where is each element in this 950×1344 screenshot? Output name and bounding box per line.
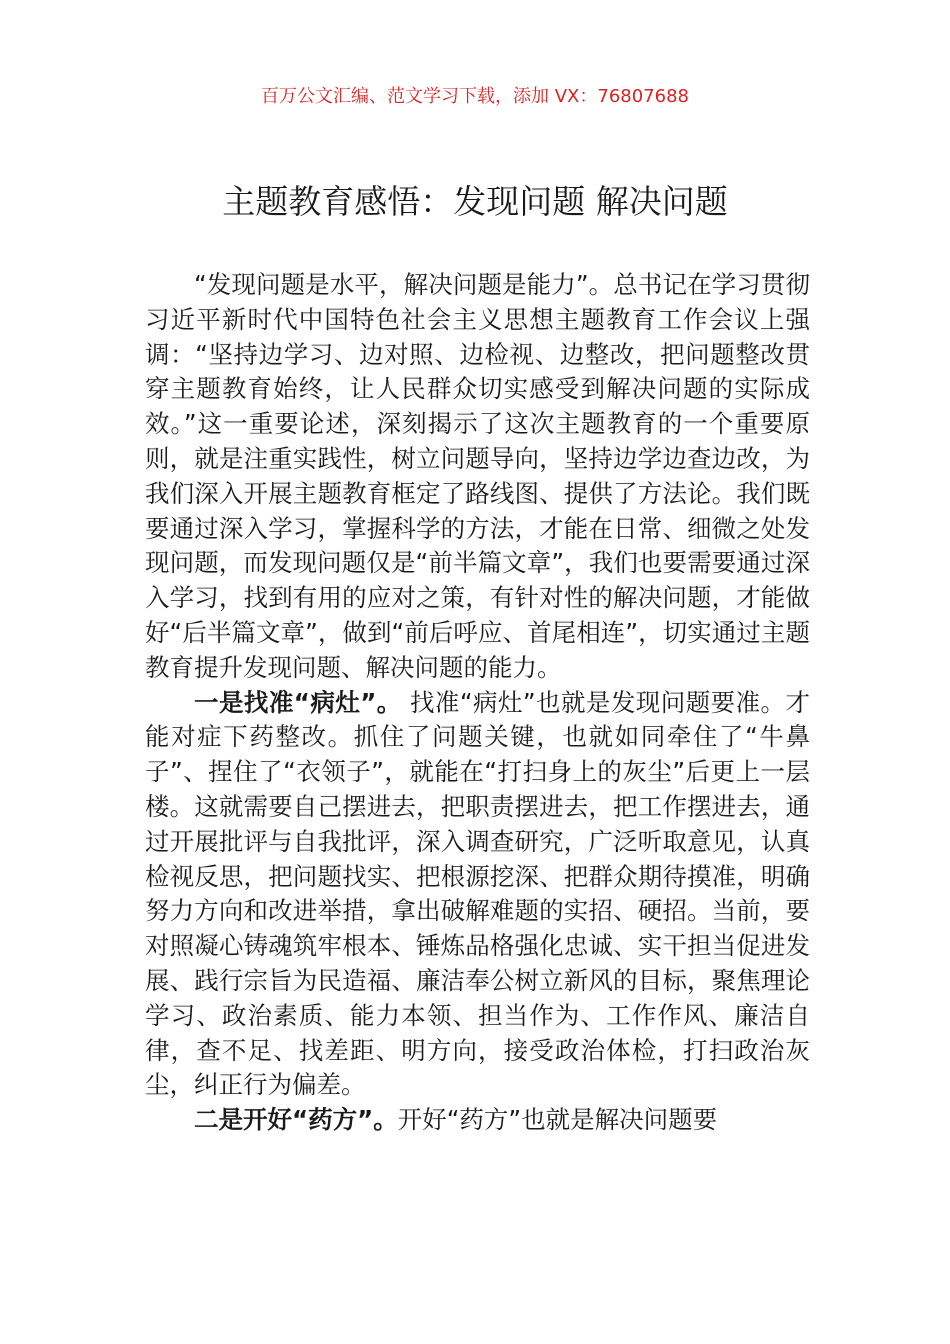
paragraph-lead: 一是找准“病灶”。 [194,687,402,717]
paragraph-text: 找准“病灶”也就是发现问题要准。才能对症下药整改。抓住了问题关键，也就如同牵住了“牛鼻子”、捏住了“衣领子”，就能在“打扫身上的灰尘”后更上一层楼。这就需要自己摆进去，把职责摆进去，把工作摆进去，通过开展批评与自我批评，深入调查研究，广泛听取意见，认真检视反思，把问题找实、把根源挖深、把群众期待摸准，明确努力方向和改进举措，拿出破解难题的实招、硬招。当前，要对照凝心铸魂筑牢根本、锤炼品格强化忠诚、实干担当促进发展、践行宗旨为民造福、廉洁奉公树立新风的目标，聚焦理论学习、政治素质、能力本领、担当作为、工作作风、廉洁自律，查不足、找差距、明方向，接受政治体检，打扫政治灰尘，纠正行为偏差。 [145,687,810,1100]
page-title: 主题教育感悟：发现问题 解决问题 [222,182,728,221]
paragraph-lead: 二是开好“药方”。 [194,1105,398,1135]
paragraph-intro [145,268,810,686]
paragraph-text: “发现问题是水平，解决问题是能力”。总书记在学习贯彻习近平新时代中国特色社会主义思想主题教育工作会议上强调：“坚持边学习、边对照、边检视、边整改，把问题整改贯穿主题教育始终，让人民群众切实感受到解决问题的实际成效。”这一重要论述，深刻揭示了这次主题教育的一个重要原则，就是注重实践性，树立问题导向，坚持边学边查边改，为我们深入开展主题教育框定了路线图、提供了方法论。我们既要通过深入学习，掌握科学的方法，才能在日常、细微之处发现问题，而发现问题仅是“前半篇文章”，我们也要需要通过深入学习，找到有用的应对之策，有针对性的解决问题，才能做好“后半篇文章”，做到“前后呼应、首尾相连”，切实通过主题教育提升发现问题、解决问题的能力。 [145,270,810,682]
paragraph-text: 开好“药方”也就是解决问题要 [397,1105,718,1135]
paragraph-point-one [145,686,810,1104]
watermark-text: 百万公文汇编、范文学习下载，添加 VX：76807688 [261,86,689,107]
document-body [145,268,810,1138]
paragraph-point-two [145,1103,810,1138]
